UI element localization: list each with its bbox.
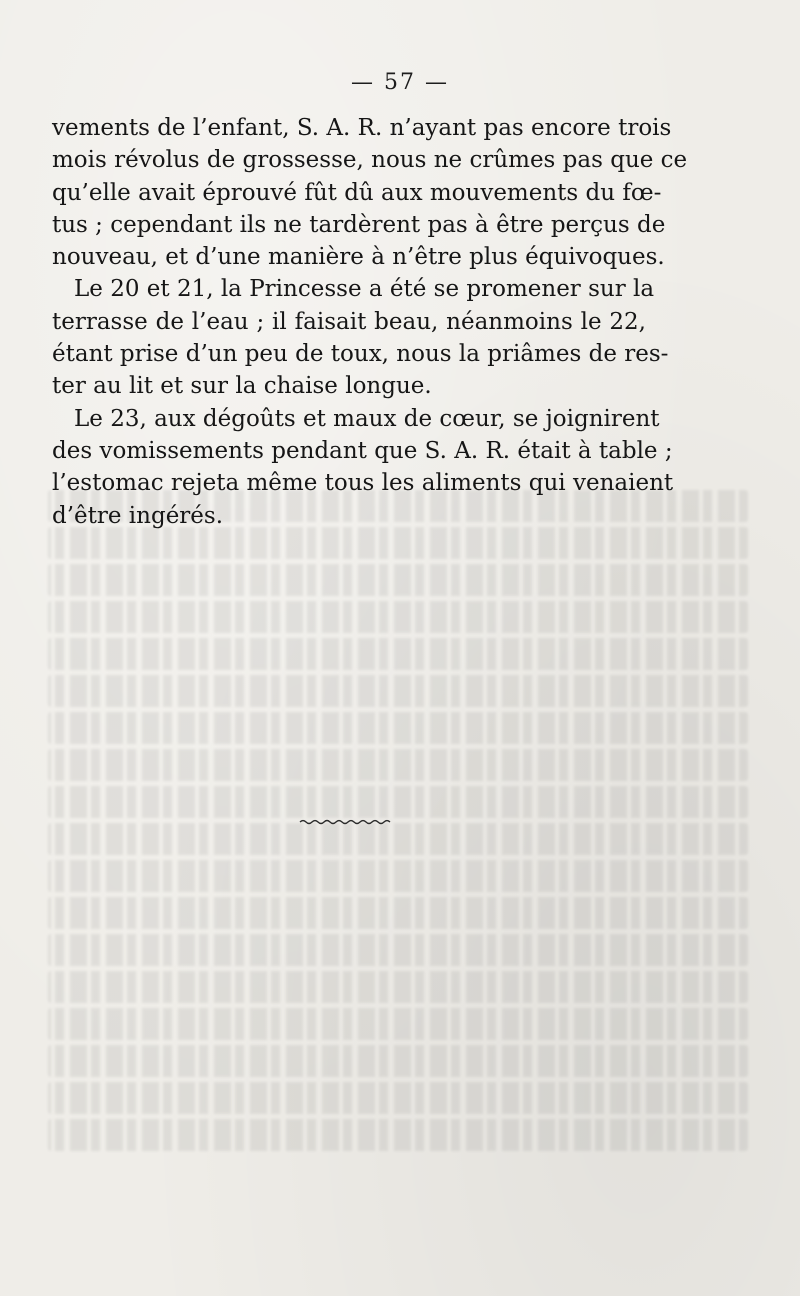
text-line: qu’elle avait éprouvé fût dû aux mouvements du fœ-: [52, 179, 662, 206]
text-line: Le 20 et 21, la Princesse a été se promener sur la: [74, 276, 655, 303]
text-line: l’estomac rejeta même tous les aliments qui venaient: [52, 470, 674, 497]
text-line: Le 23, aux dégoûts et maux de cœur, se joignirent: [74, 405, 660, 432]
text-line: des vomissements pendant que S. A. R. était à table ;: [52, 437, 673, 464]
paragraph-2: [52, 273, 669, 402]
text-line: vements de l’enfant, S. A. R. n’ayant pas encore trois: [52, 115, 672, 141]
page-number: — 57 —: [351, 70, 449, 95]
show-through-text: [48, 490, 748, 1190]
text-line: nouveau, et d’une manière à n’être plus équivoques.: [52, 244, 665, 271]
text-line: ter au lit et sur la chaise longue.: [52, 373, 432, 400]
text-line: terrasse de l’eau ; il faisait beau, néanmoins le 22,: [52, 308, 646, 335]
text-line: tus ; cependant ils ne tardèrent pas à être perçus de: [52, 211, 666, 238]
text-line: d’être ingérés.: [52, 502, 224, 529]
section-end-ornament: [298, 818, 394, 826]
body-text: [52, 112, 688, 532]
text-line: mois révolus de grossesse, nous ne crûmes pas que ce: [52, 147, 688, 174]
text-line: étant prise d’un peu de toux, nous la priâmes de res-: [52, 341, 669, 368]
paragraph-3: [52, 403, 674, 532]
paragraph-1: [52, 112, 688, 273]
